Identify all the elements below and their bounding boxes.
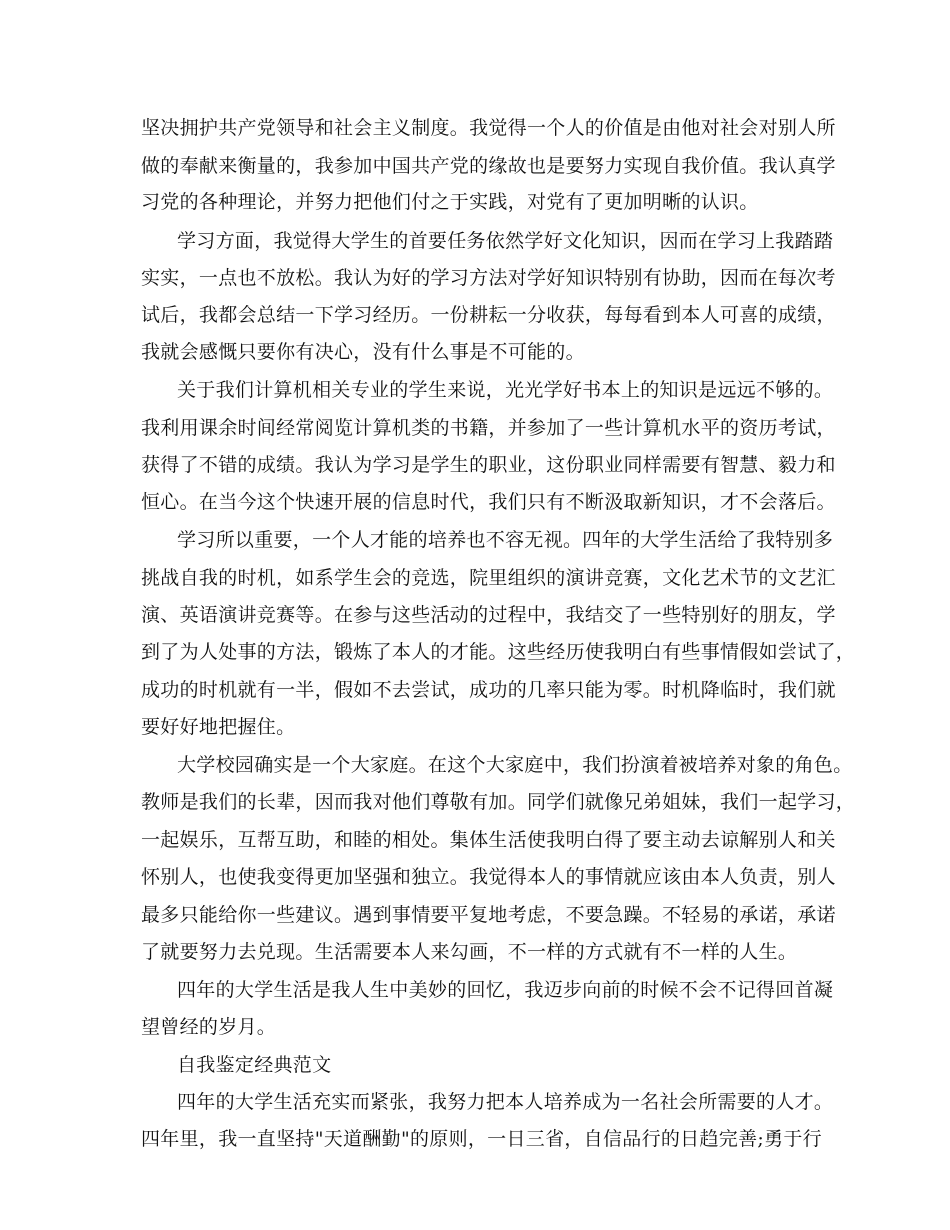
paragraph-start: 学习所以重要，一个人才能的培养也不容无视。四年的大学生活给了我特别多 <box>177 529 834 551</box>
text-line: 试后，我都会总结一下学习经历。一份耕耘一分收获，每每看到本人可喜的成绩， <box>141 304 836 326</box>
text-line: 我利用课余时间经常阅览计算机类的书籍，并参加了一些计算机水平的资历考试， <box>141 417 836 439</box>
text-line: 要好好地把握住。 <box>141 716 296 738</box>
text-line: 坚决拥护共产党领导和社会主义制度。我觉得一个人的价值是由他对社会对别人所 <box>141 117 836 139</box>
text-line: 教师是我们的长辈，因而我对他们尊敬有加。同学们就像兄弟姐妹，我们一起学习， <box>141 791 856 813</box>
text-line: 我就会感慨只要你有决心，没有什么事是不可能的。 <box>141 341 585 363</box>
text-line: 成功的时机就有一半，假如不去尝试，成功的几率只能为零。时机降临时，我们就 <box>141 679 836 701</box>
text-line: 做的奉献来衡量的，我参加中国共产党的缘故也是要努力实现自我价值。我认真学 <box>141 155 836 177</box>
text-line: 最多只能给你一些建议。遇到事情要平复地考虑，不要急躁。不轻易的承诺，承诺 <box>141 904 836 926</box>
text-line: 实实，一点也不放松。我认为好的学习方法对学好知识特别有协助，因而在每次考 <box>141 267 836 289</box>
section-heading: 自我鉴定经典范文 <box>177 1054 332 1076</box>
paragraph-start: 学习方面，我觉得大学生的首要任务依然学好文化知识，因而在学习上我踏踏 <box>177 230 834 252</box>
text-line: 一起娱乐，互帮互助，和睦的相处。集体生活使我明白得了要主动去谅解别人和关 <box>141 829 836 851</box>
paragraph-start: 大学校园确实是一个大家庭。在这个大家庭中，我们扮演着被培养对象的角色。 <box>177 754 853 776</box>
text-line: 到了为人处事的方法，锻炼了本人的才能。这些经历使我明白有些事情假如尝试了， <box>141 641 856 663</box>
text-line: 习党的各种理论，并努力把他们付之于实践，对党有了更加明晰的认识。 <box>141 191 759 213</box>
text-line: 挑战自我的时机，如系学生会的竞选，院里组织的演讲竞赛，文化艺术节的文艺汇 <box>141 567 836 589</box>
paragraph-start: 四年的大学生活是我人生中美妙的回忆，我迈步向前的时候不会不记得回首凝 <box>177 979 834 1001</box>
text-line: 四年里，我一直坚持"天道酬勤"的原则，一日三省，自信品行的日趋完善;勇于行 <box>141 1128 822 1150</box>
text-line: 恒心。在当今这个快速开展的信息时代，我们只有不断汲取新知识，才不会落后。 <box>141 491 836 513</box>
paragraph-start: 关于我们计算机相关专业的学生来说，光光学好书本上的知识是远远不够的。 <box>177 379 834 401</box>
text-line: 望曾经的岁月。 <box>141 1016 277 1038</box>
text-line: 演、英语演讲竞赛等。在参与这些活动的过程中，我结交了一些特别好的朋友，学 <box>141 604 836 626</box>
text-line: 怀别人，也使我变得更加坚强和独立。我觉得本人的事情就应该由本人负责，别人 <box>141 866 836 888</box>
paragraph-start: 四年的大学生活充实而紧张，我努力把本人培养成为一名社会所需要的人才。 <box>177 1091 834 1113</box>
text-line: 了就要努力去兑现。生活需要本人来勾画，不一样的方式就有不一样的人生。 <box>141 941 798 963</box>
text-line: 获得了不错的成绩。我认为学习是学生的职业，这份职业同样需要有智慧、毅力和 <box>141 454 836 476</box>
